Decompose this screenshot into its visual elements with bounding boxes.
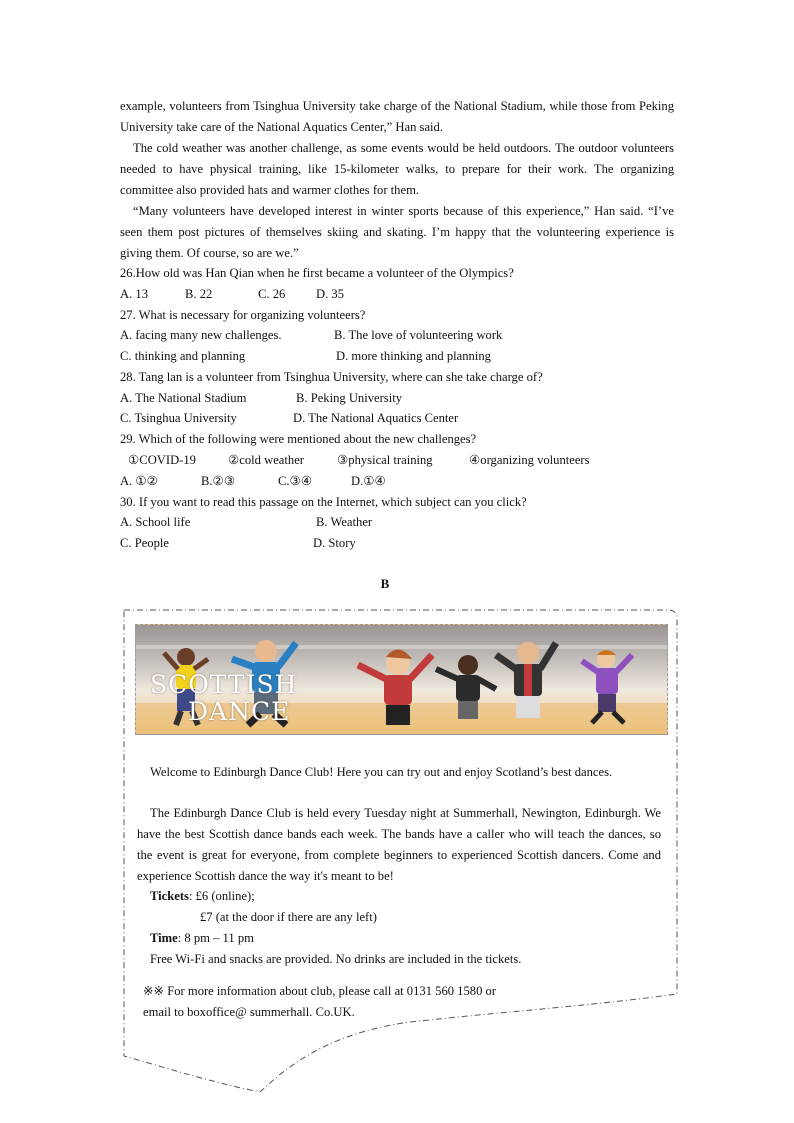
question-26-option-a: A. 13 (120, 287, 148, 301)
tickets-online-price: : £6 (online); (188, 889, 255, 903)
question-26-stem: 26.How old was Han Qian when he first became a volunteer of the Olympics? (120, 266, 514, 280)
question-29-option-b: B.②③ (201, 474, 236, 488)
question-26-option-c: C. 26 (258, 287, 286, 301)
question-30-option-a: A. School life (120, 515, 191, 529)
ad-contact-line-1: ※※ For more information about club, please call at 0131 560 1580 or (143, 984, 497, 998)
question-30-option-b: B. Weather (316, 515, 373, 529)
question-29-item-1: ①COVID-19 (128, 453, 196, 467)
ad-description-text: The Edinburgh Dance Club is held every Tuesday night at Summerhall, Newington, Edinburgh. We have the best Scottish dance bands each week. The bands have a caller who will teach the dances, so the event is great for everyone, from complete beginners to experienced Scottish dancers. Come and experience Scottish dance the way it's meant to be! (137, 806, 661, 883)
question-29-option-c: C.③④ (278, 474, 313, 488)
tickets-label: Tickets (150, 889, 189, 903)
question-26-option-b: B. 22 (185, 287, 213, 301)
question-28-option-a: A. The National Stadium (120, 391, 247, 405)
question-27-stem: 27. What is necessary for organizing volunteers? (120, 308, 366, 322)
question-29-item-3: ③physical training (337, 453, 433, 467)
question-27-option-c: C. thinking and planning (120, 349, 246, 363)
question-30-option-d: D. Story (313, 536, 356, 550)
question-29-stem: 29. Which of the following were mentioned about the new challenges? (120, 432, 477, 446)
question-30-stem: 30. If you want to read this passage on the Internet, which subject can you click? (120, 495, 527, 509)
question-26-option-d: D. 35 (316, 287, 344, 301)
question-29-item-4: ④organizing volunteers (469, 453, 590, 467)
passage-paragraph-3: “Many volunteers have developed interest in winter sports because of this experience,” Han said. “I’ve seen them post pictures of themselves skiing and skating. I’m happy that the volunteering experience is giving them. Of course, so are we.” (120, 204, 674, 260)
question-29-item-2: ②cold weather (228, 453, 304, 467)
ad-tickets-line (150, 886, 255, 907)
ad-welcome-text: Welcome to Edinburgh Dance Club! Here you can try out and enjoy Scotland’s best dances. (150, 765, 613, 779)
time-value: : 8 pm – 11 pm (177, 931, 254, 945)
ad-time-line (150, 928, 254, 949)
question-28-option-d: D. The National Aquatics Center (293, 411, 459, 425)
question-29-option-a: A. ①② (120, 474, 158, 488)
banner-title-line-1: SCOTTISH (150, 670, 298, 699)
scottish-dance-banner (135, 624, 668, 735)
question-27-option-b: B. The love of volunteering work (334, 328, 503, 342)
ad-contact-line-2: email to boxoffice@ summerhall. Co.UK. (143, 1005, 355, 1019)
question-30-option-c: C. People (120, 536, 169, 550)
passage-paragraph-1: example, volunteers from Tsinghua University take charge of the National Stadium, while those from Peking University take care of the National Aquatics Center,” Han said. (120, 99, 674, 134)
question-27-option-d: D. more thinking and planning (336, 349, 491, 363)
question-28-option-b: B. Peking University (296, 391, 402, 405)
question-28-stem: 28. Tang lan is a volunteer from Tsinghua University, where can she take charge of? (120, 370, 543, 384)
question-27-option-a: A. facing many new challenges. (120, 328, 282, 342)
question-29-option-d: D.①④ (351, 474, 386, 488)
section-b-heading: B (380, 576, 390, 591)
time-label: Time (150, 931, 178, 945)
ad-extras-text: Free Wi-Fi and snacks are provided. No drinks are included in the tickets. (150, 952, 522, 966)
tickets-door-price: £7 (at the door if there are any left) (200, 910, 377, 924)
question-28-option-c: C. Tsinghua University (120, 411, 237, 425)
banner-title-line-2: DANCE (188, 697, 291, 726)
passage-paragraph-2: The cold weather was another challenge, as some events would be held outdoors. The outdoor volunteers needed to have physical training, like 15-kilometer walks, to prepare for their work. The organizing committee also provided hats and warmer clothes for them. (120, 141, 674, 197)
